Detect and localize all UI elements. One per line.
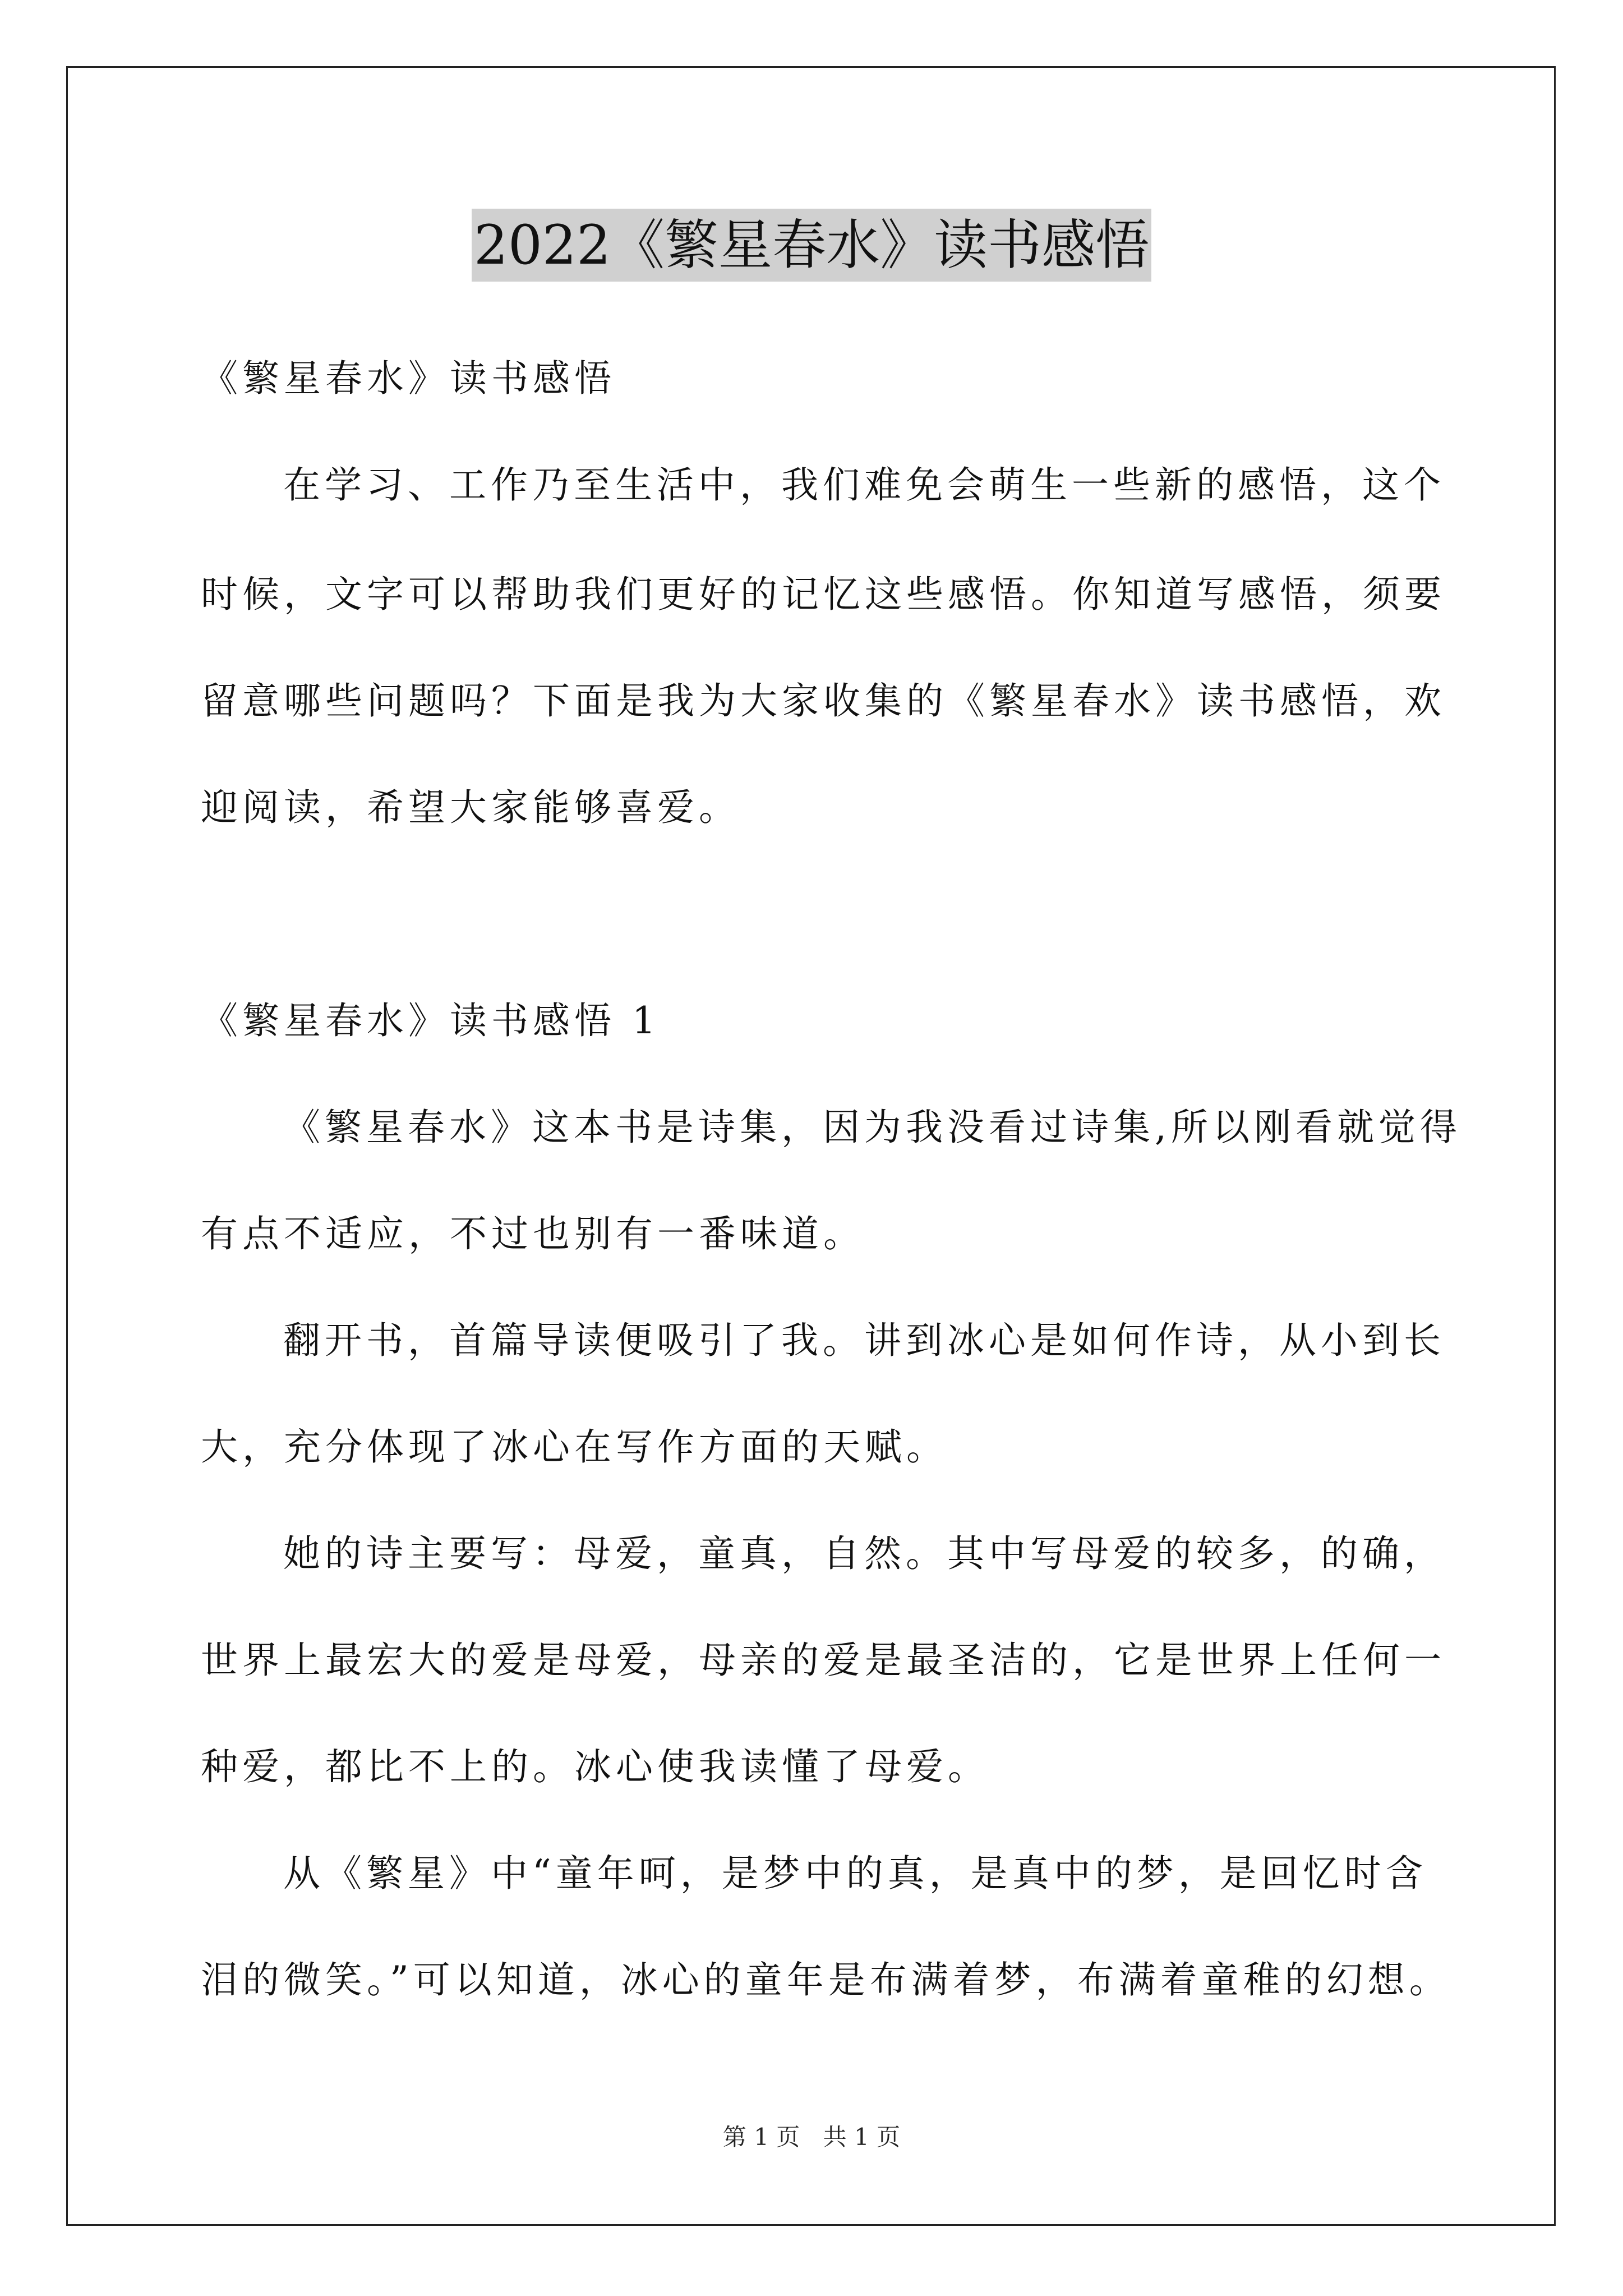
page-footer [0, 2120, 1623, 2154]
paragraph-line: 迎阅读，希望大家能够喜爱。 [201, 786, 740, 829]
paragraph-line: 大，充分体现了冰心在写作方面的天赋。 [201, 1425, 948, 1469]
page-number-current: 第 1 页 [722, 2123, 800, 2151]
paragraph-line: 她的诗主要写：母爱，童真，自然。其中写母爱的较多，的确， [283, 1532, 1445, 1575]
title-container [0, 209, 1623, 282]
section-heading: 《繁星春水》读书感悟 [201, 357, 616, 400]
paragraph-line: 世界上最宏大的爱是母爱，母亲的爱是最圣洁的，它是世界上任何一 [201, 1639, 1446, 1682]
paragraph-line: 翻开书，首篇导读便吸引了我。讲到冰心是如何作诗，从小到长 [283, 1319, 1445, 1362]
paragraph-line: 留意哪些问题吗？下面是我为大家收集的《繁星春水》读书感悟，欢 [201, 679, 1446, 723]
paragraph-line: 《繁星春水》这本书是诗集，因为我没看过诗集,所以刚看就觉得 [283, 1106, 1461, 1149]
paragraph-line: 从《繁星》中“童年呵，是梦中的真，是真中的梦，是回忆时含 [283, 1852, 1427, 1895]
document-title: 2022《繁星春水》读书感悟 [472, 209, 1151, 282]
page-number-total: 共 1 页 [823, 2123, 901, 2151]
section-heading: 《繁星春水》读书感悟 1 [201, 999, 660, 1042]
paragraph-line: 泪的微笑。”可以知道，冰心的童年是布满着梦，布满着童稚的幻想。 [201, 1958, 1451, 2001]
paragraph-line: 时候，文字可以帮助我们更好的记忆这些感悟。你知道写感悟，须要 [201, 573, 1446, 616]
paragraph-line: 种爱，都比不上的。冰心使我读懂了母爱。 [201, 1745, 989, 1788]
paragraph-line: 有点不适应，不过也别有一番味道。 [201, 1212, 865, 1255]
paragraph-line: 在学习、工作乃至生活中，我们难免会萌生一些新的感悟，这个 [283, 463, 1445, 507]
